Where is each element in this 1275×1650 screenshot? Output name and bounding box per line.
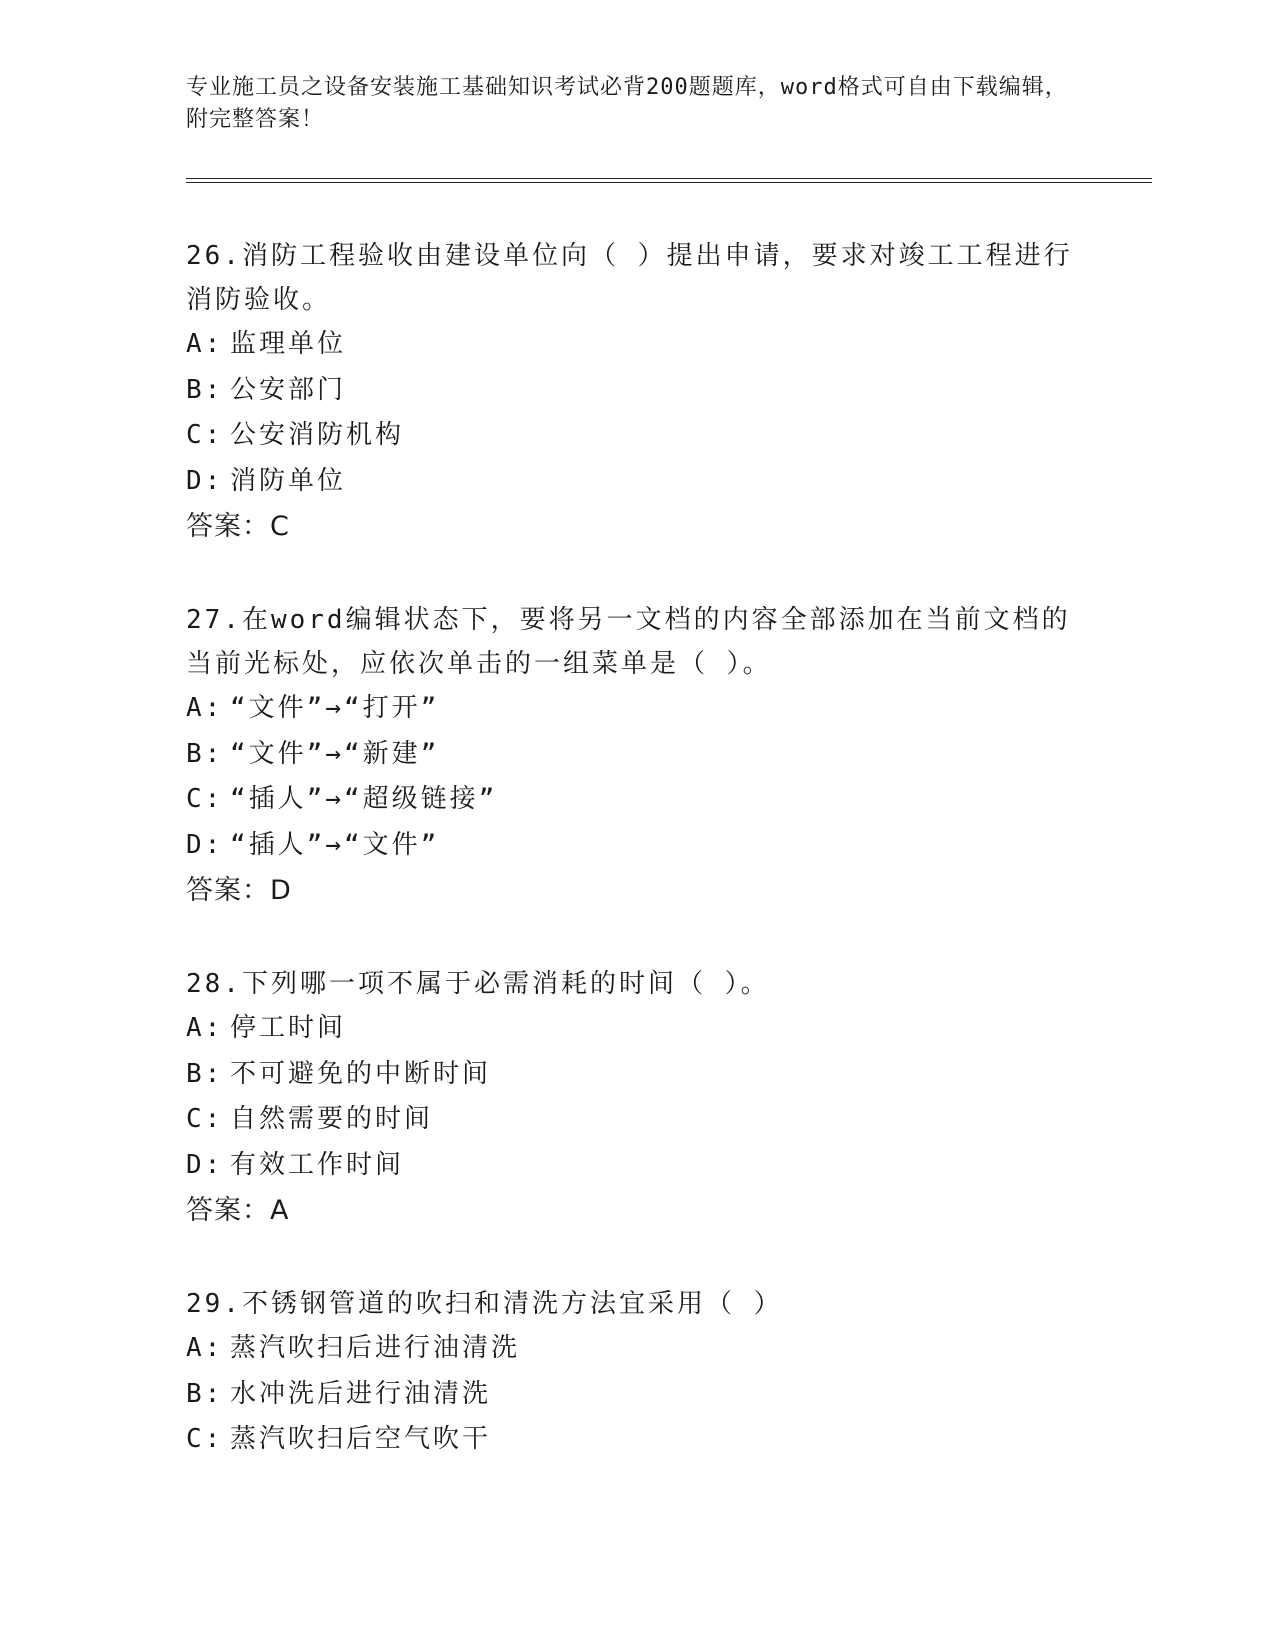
question-29 [186,1282,1086,1463]
option-text: “插人”→“文件” [230,829,440,860]
option-text: “插人”→“超级链接” [230,784,498,814]
option-b [186,368,1086,414]
option-key: A: [186,693,224,723]
option-key: C: [186,420,224,450]
option-a [186,1006,1086,1052]
option-d [186,459,1086,505]
option-text: “文件”→“新建” [230,738,440,769]
option-b [186,1372,1086,1418]
question-stem: 29.不锈钢管道的吹扫和清洗方法宜采用（ ） [186,1289,783,1319]
option-key: B: [186,1378,224,1409]
option-c [186,777,1086,823]
option-text: 有效工作时间 [230,1149,405,1180]
option-d [186,1143,1086,1189]
option-c [186,1097,1086,1143]
option-text: 水冲洗后进行油清洗 [230,1378,492,1409]
option-key: A: [186,329,224,359]
option-text: 公安消防机构 [230,420,405,450]
option-b [186,1052,1086,1098]
answer-label: 答案：C [186,511,290,542]
option-key: D: [186,465,224,496]
option-key: C: [186,1104,224,1134]
question-28 [186,962,1086,1234]
option-key: A: [186,1013,224,1043]
option-c [186,1417,1086,1463]
option-key: B: [186,738,224,769]
option-text: 消防单位 [230,465,347,496]
option-key: D: [186,1149,224,1180]
document-header: 专业施工员之设备安装施工基础知识考试必背200题题库，word格式可自由下载编辑，附完整答案！ [186,75,1068,132]
option-key: C: [186,784,224,814]
answer-label: 答案：D [186,875,292,906]
option-key: B: [186,374,224,405]
option-key: C: [186,1424,224,1454]
header-divider-bottom [186,182,1152,183]
header-divider-top [186,178,1152,179]
option-text: 不可避免的中断时间 [230,1058,492,1089]
option-text: 自然需要的时间 [230,1104,434,1134]
option-text: 蒸汽吹扫后空气吹干 [230,1424,492,1454]
option-key: A: [186,1333,224,1363]
option-a [186,686,1086,732]
option-key: D: [186,829,224,860]
question-stem: 26.消防工程验收由建设单位向（ ）提出申请，要求对竣工工程进行消防验收。 [186,241,1073,315]
question-stem: 27.在word编辑状态下，要将另一文档的内容全部添加在当前文档的当前光标处，应依次单击的一组菜单是（ ）。 [186,605,1071,679]
option-text: “文件”→“打开” [230,693,440,723]
option-c [186,413,1086,459]
option-text: 公安部门 [230,374,347,405]
option-b [186,732,1086,778]
option-text: 停工时间 [230,1013,347,1043]
option-a [186,1326,1086,1372]
option-d [186,823,1086,869]
option-key: B: [186,1058,224,1089]
answer-label: 答案：A [186,1195,290,1226]
question-27 [186,598,1086,914]
option-a [186,322,1086,368]
question-stem: 28.下列哪一项不属于必需消耗的时间（ ）。 [186,969,770,999]
question-26 [186,234,1086,550]
option-text: 监理单位 [230,329,347,359]
option-text: 蒸汽吹扫后进行油清洗 [230,1333,521,1363]
